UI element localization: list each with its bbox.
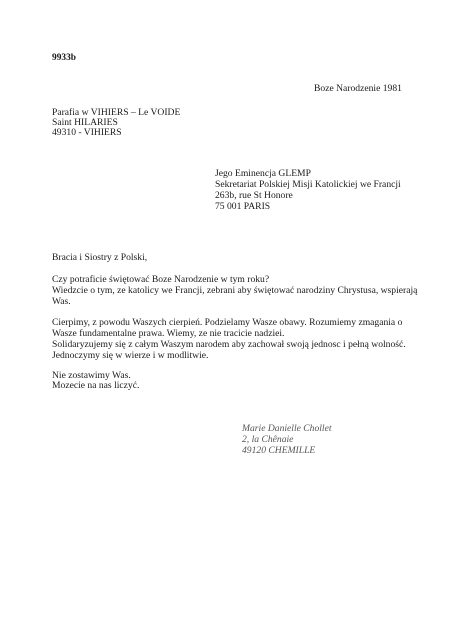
paragraph-line: Wasze fundamentalne prawa. Wiemy, ze nie tracicie nadziei.: [52, 328, 285, 339]
paragraph-line: Nie zostawimy Was.: [52, 370, 131, 381]
recipient-line: 75 001 PARIS: [215, 201, 271, 212]
recipient-line: Jego Eminencja GLEMP: [215, 168, 311, 179]
paragraph-line: Cierpimy, z powodu Waszych cierpień. Podzielamy Wasze obawy. Rozumiemy zmagania o: [52, 317, 403, 328]
sender-line: Saint HILARIES: [52, 117, 118, 128]
reference-number: 9933b: [52, 53, 76, 63]
recipient-line: 263b, rue St Honore: [215, 190, 293, 201]
paragraph-line: Solidaryzujemy się z całym Waszym narodem aby zachował swoją jednosc i pełną wolność.: [52, 339, 406, 350]
paragraph-line: Wiedzcie o tym, ze katolicy we Francji, zebrani aby świętować narodziny Chrystusa, wspierają: [52, 285, 418, 296]
paragraph-line: Czy potraficie świętować Boze Narodzenie w tym roku?: [52, 274, 270, 285]
letter-date: Boze Narodzenie 1981: [314, 83, 402, 94]
sender-line: 49310 - VIHIERS: [52, 127, 122, 138]
recipient-line: Sekretariat Polskiej Misji Katolickiej we Francji: [215, 179, 401, 190]
signature-name: Marie Danielle Chollet: [242, 423, 332, 434]
paragraph-line: Was.: [52, 296, 71, 307]
signature-address: 49120 CHEMILLE: [242, 445, 316, 456]
paragraph-line: Jednoczymy się w wierze i w modlitwie.: [52, 350, 209, 361]
paragraph-line: Mozecie na nas liczyć.: [52, 380, 140, 391]
signature-address: 2, la Chênaie: [242, 434, 294, 445]
sender-line: Parafia w VIHIERS – Le VOIDE: [52, 107, 181, 118]
salutation: Bracia i Siostry z Polski,: [52, 252, 148, 263]
